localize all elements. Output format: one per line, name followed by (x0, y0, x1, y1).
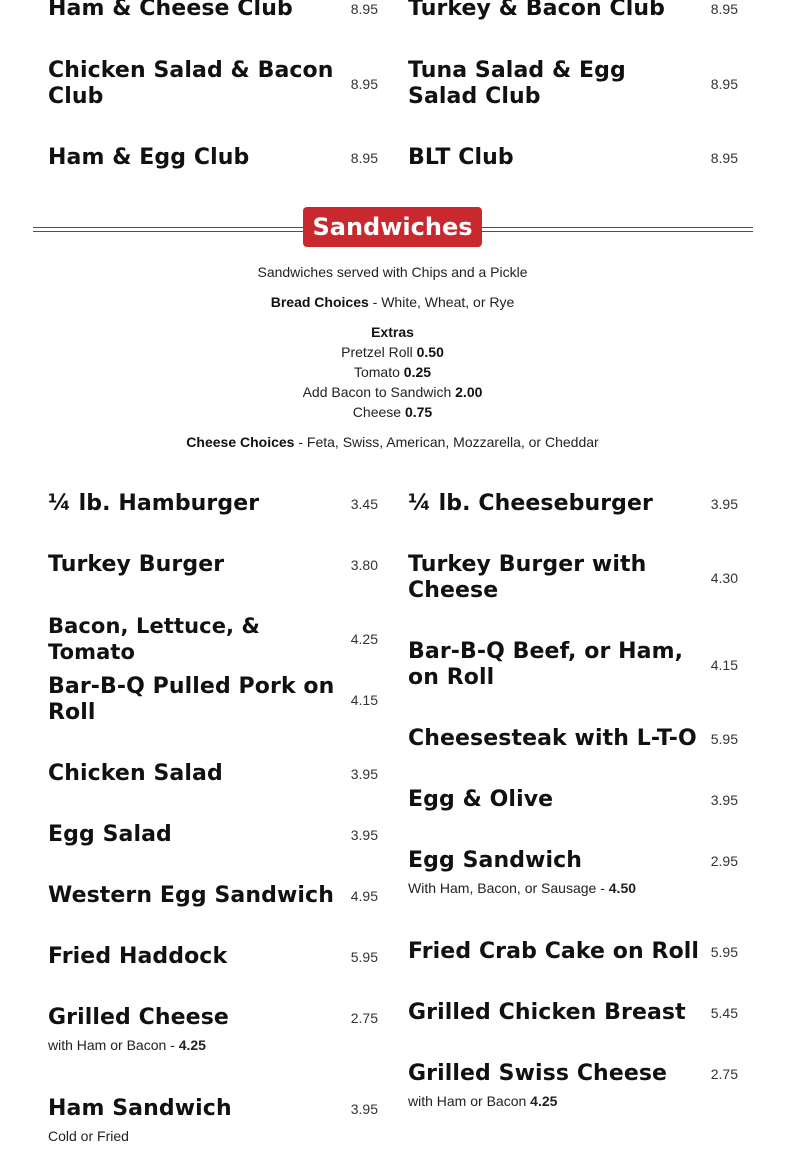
item-price: 8.95 (710, 1, 738, 17)
item-name: Ham Sandwich (48, 1096, 232, 1121)
item-name: Grilled Cheese (48, 1005, 229, 1030)
item-description (48, 1037, 378, 1053)
menu-item (408, 552, 738, 604)
bread-choices-text: - White, Wheat, or Rye (368, 294, 515, 310)
extra-price: 0.50 (416, 344, 444, 360)
item-description-text: With Ham, Bacon, or Sausage - (408, 880, 609, 896)
extra-label: Cheese (352, 404, 405, 420)
item-name: Turkey Burger (48, 552, 225, 577)
item-price: 2.75 (710, 1066, 738, 1082)
item-description: Cold or Fried (48, 1128, 129, 1144)
menu-item (408, 848, 738, 896)
cheese-choices-text: - Feta, Swiss, American, Mozzarella, or Cheddar (294, 434, 599, 450)
item-price: 4.15 (710, 657, 738, 673)
item-description (408, 1093, 738, 1109)
item-price: 3.45 (350, 496, 378, 512)
menu-item (48, 822, 378, 848)
item-price: 8.95 (350, 1, 378, 17)
item-price: 3.95 (710, 792, 738, 808)
item-price: 3.95 (350, 1101, 378, 1117)
section-title: Sandwiches (303, 207, 482, 247)
item-name: ¼ lb. Hamburger (48, 491, 260, 516)
item-name: Ham & Egg Club (48, 145, 250, 170)
item-description-price: 4.50 (608, 880, 637, 896)
menu-item (48, 1096, 378, 1144)
item-name: Turkey & Bacon Club (408, 0, 665, 21)
menu-item (48, 674, 378, 726)
menu-item (48, 145, 378, 171)
menu-item (408, 491, 738, 517)
item-price: 8.95 (350, 76, 378, 92)
menu-item (408, 1000, 738, 1026)
extra-item (0, 382, 785, 402)
item-price: 3.95 (710, 496, 738, 512)
item-name: Egg & Olive (408, 787, 554, 812)
extra-price: 2.00 (455, 384, 483, 400)
item-name: Bar-B-Q Pulled Pork on Roll (48, 674, 335, 725)
menu-item (408, 58, 738, 110)
item-price: 3.80 (350, 557, 378, 573)
extra-label: Add Bacon to Sandwich (302, 384, 456, 400)
item-price: 4.30 (710, 570, 738, 586)
item-price: 4.15 (350, 692, 378, 708)
extra-label: Tomato (353, 364, 404, 380)
item-name: Bar-B-Q Beef, or Ham, on Roll (408, 639, 684, 690)
bread-choices-label: Bread Choices (270, 294, 369, 310)
item-description-price: 4.25 (178, 1037, 206, 1053)
menu-item (48, 491, 378, 517)
item-name: Grilled Swiss Cheese (408, 1061, 668, 1086)
cheese-choices-label: Cheese Choices (186, 434, 295, 450)
item-price: 5.95 (710, 731, 738, 747)
cheese-choices (0, 432, 785, 452)
item-description-text: with Ham or Bacon (408, 1093, 531, 1109)
item-name: Fried Crab Cake on Roll (408, 939, 700, 964)
item-price: 5.95 (350, 949, 378, 965)
item-price: 3.95 (350, 766, 378, 782)
item-price: 8.95 (350, 150, 378, 166)
menu-item (408, 1061, 738, 1109)
item-name: ¼ lb. Cheeseburger (408, 491, 653, 516)
extra-price: 0.25 (403, 364, 432, 380)
item-name: Chicken Salad (48, 761, 223, 786)
item-name: Egg Salad (48, 822, 172, 847)
bread-choices (0, 292, 785, 312)
extra-label: Pretzel Roll (341, 344, 417, 360)
menu-item (408, 787, 738, 813)
menu-item (48, 552, 378, 578)
menu-item (408, 726, 738, 752)
item-price: 3.95 (350, 827, 378, 843)
menu-item (408, 145, 738, 171)
item-price: 4.95 (350, 888, 378, 904)
menu-item (48, 0, 378, 22)
item-price: 2.75 (350, 1010, 378, 1026)
extra-item (0, 402, 785, 422)
extra-item (0, 362, 785, 382)
extras-label: Extras (371, 324, 414, 340)
item-price: 8.95 (710, 76, 738, 92)
item-name: Bacon, Lettuce, & Tomato (48, 614, 260, 664)
extra-price: 0.75 (404, 404, 433, 420)
item-description-text: with Ham or Bacon - (48, 1037, 179, 1053)
item-name: Ham & Cheese Club (48, 0, 293, 21)
menu-item (408, 0, 738, 22)
item-price: 5.45 (710, 1005, 738, 1021)
extras-heading (0, 322, 785, 342)
served-with-note: Sandwiches served with Chips and a Pickle (257, 264, 528, 280)
menu-item (48, 761, 378, 787)
item-description (408, 880, 738, 896)
item-price: 2.95 (710, 853, 738, 869)
item-name: Cheesesteak with L-T-O (408, 726, 697, 751)
item-name: BLT Club (408, 145, 514, 170)
menu-item (48, 1005, 378, 1053)
menu-item (48, 883, 378, 909)
menu-item (408, 639, 738, 691)
item-name: Tuna Salad & Egg Salad Club (408, 58, 626, 109)
item-name: Fried Haddock (48, 944, 228, 969)
menu-item (48, 58, 378, 110)
menu-item (408, 939, 738, 965)
item-price: 5.95 (710, 944, 738, 960)
item-name: Grilled Chicken Breast (408, 1000, 686, 1025)
item-price: 4.25 (350, 631, 378, 647)
item-name: Egg Sandwich (408, 848, 583, 873)
item-name: Turkey Burger with Cheese (408, 552, 647, 603)
menu-item (48, 944, 378, 970)
item-name: Western Egg Sandwich (48, 883, 334, 908)
extra-item (0, 342, 785, 362)
item-name: Chicken Salad & Bacon Club (48, 58, 334, 109)
item-description-price: 4.25 (530, 1093, 558, 1109)
item-price: 8.95 (710, 150, 738, 166)
menu-item (48, 613, 378, 665)
